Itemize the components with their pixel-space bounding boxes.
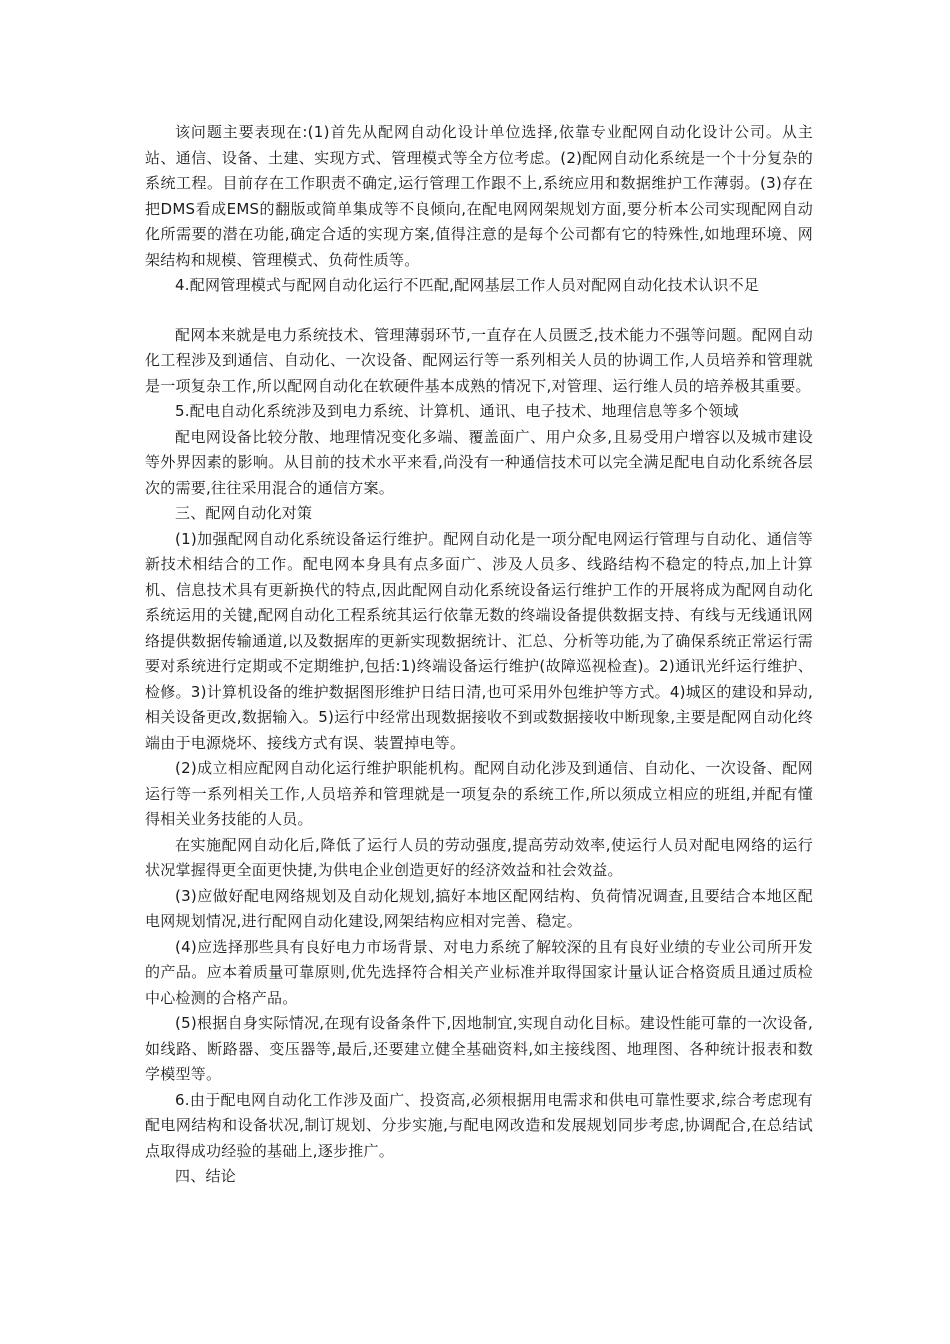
paragraph: 该问题主要表现在:(1)首先从配网自动化设计单位选择,依靠专业配网自动化设计公司。从主站、通信、设备、土建、实现方式、管理模式等全方位考虑。(2)配网自动化系统是一个十分复杂的系统工程。目前存在工作职责不确定,运行管理工作跟不上,系统应用和数据维护工作薄弱。(3)存在把DMS看成EMS的翻版或简单集成等不良倾向,在配电网网架规划方面,要分析本公司实现配网自动化所需要的潜在功能,确定合适的实现方案,值得注意的是每个公司都有它的特殊性,如地理环境、网架结构和规模、管理模式、负荷性质等。 — [145, 123, 813, 269]
paragraph: (4)应选择那些具有良好电力市场背景、对电力系统了解较深的且有良好业绩的专业公司所开发的产品。应本着质量可靠原则,优先选择符合相关产业标准并取得国家计量认证合格资质且通过质检中心检测的合格产品。 — [145, 937, 813, 1007]
paragraph: (1)加强配网自动化系统设备运行维护。配网自动化是一项分配电网运行管理与自动化、通信等新技术相结合的工作。配电网本身具有点多面广、涉及人员多、线路结构不稳定的特点,加上计算机、信息技术具有更新换代的特点,因此配网自动化系统设备运行维护工作的开展将成为配网自动化系统运用的关键,配网自动化工程系统其运行依靠无数的终端设备提供数据支持、有线与无线通讯网络提供数据传输通道,以及数据库的更新实现数据统计、汇总、分析等功能,为了确保系统正常运行需要对系统进行定期或不定期维护,包括:1)终端设备运行维护(故障巡视检查)。2)通讯光纤运行维护、检修。3)计算机设备的维护数据图形维护日结日清,也可采用外包维护等方式。4)城区的建设和异动,相关设备更改,数据输入。5)运行中经常出现数据接收不到或数据接收中断现象,主要是配网自动化终端由于电源烧坏、接线方式有误、装置掉电等。 — [145, 529, 813, 752]
section-heading: 三、配网自动化对策 — [175, 504, 313, 522]
paragraph: (5)根据自身实际情况,在现有设备条件下,因地制宜,实现自动化目标。建设性能可靠的一次设备,如线路、断路器、变压器等,最后,还要建立健全基础资料,如主接线图、地理图、各种统计报表和数学模型等。 — [145, 1014, 813, 1083]
paragraph: (2)成立相应配网自动化运行维护职能机构。配网自动化涉及到通信、自动化、一次设备、配网运行等一系列相关工作,人员培养和管理就是一项复杂的系统工作,所以须成立相应的班组,并配有懂得相关业务技能的人员。 — [145, 759, 813, 828]
paragraph: 配网本来就是电力系统技术、管理薄弱环节,一直存在人员匮乏,技术能力不强等问题。配网自动化工程涉及到通信、自动化、一次设备、配网运行等一系列相关人员的协调工作,人员培养和管理就是一项复杂工作,所以配网自动化在软硬件基本成熟的情况下,对管理、运行维人员的培养极其重要。 — [145, 325, 813, 395]
section-heading: 四、结论 — [175, 1167, 237, 1185]
paragraph: (3)应做好配电网络规划及自动化规划,搞好本地区配网结构、负荷情况调查,且要结合本地区配电网规划情况,进行配网自动化建设,网架结构应相对完善、稳定。 — [145, 886, 813, 930]
blank-line — [145, 299, 813, 323]
paragraph: 6.由于配电网自动化工作涉及面广、投资高,必须根据用电需求和供电可靠性要求,综合考虑现有配电网结构和设备状况,制订规划、分步实施,与配电网改造和发展规划同步考虑,协调配合,在总结试点取得成功经验的基础上,逐步推广。 — [145, 1090, 813, 1160]
section-heading: 5.配电自动化系统涉及到电力系统、计算机、通讯、电子技术、地理信息等多个领域 — [175, 402, 739, 420]
paragraph: 配电网设备比较分散、地理情况变化多端、覆盖面广、用户众多,且易受用户增容以及城市建设等外界因素的影响。从目前的技术水平来看,尚没有一种通信技术可以完全满足配电自动化系统各层次的需要,往往采用混合的通信方案。 — [145, 427, 813, 497]
paragraph: 在实施配网自动化后,降低了运行人员的劳动强度,提高劳动效率,使运行人员对配电网络的运行状况掌握得更全面更快捷,为供电企业创造更好的经济效益和社会效益。 — [145, 835, 813, 879]
document-page — [145, 120, 813, 1190]
section-heading: 4.配网管理模式与配网自动化运行不匹配,配网基层工作人员对配网自动化技术认识不足 — [175, 276, 760, 294]
